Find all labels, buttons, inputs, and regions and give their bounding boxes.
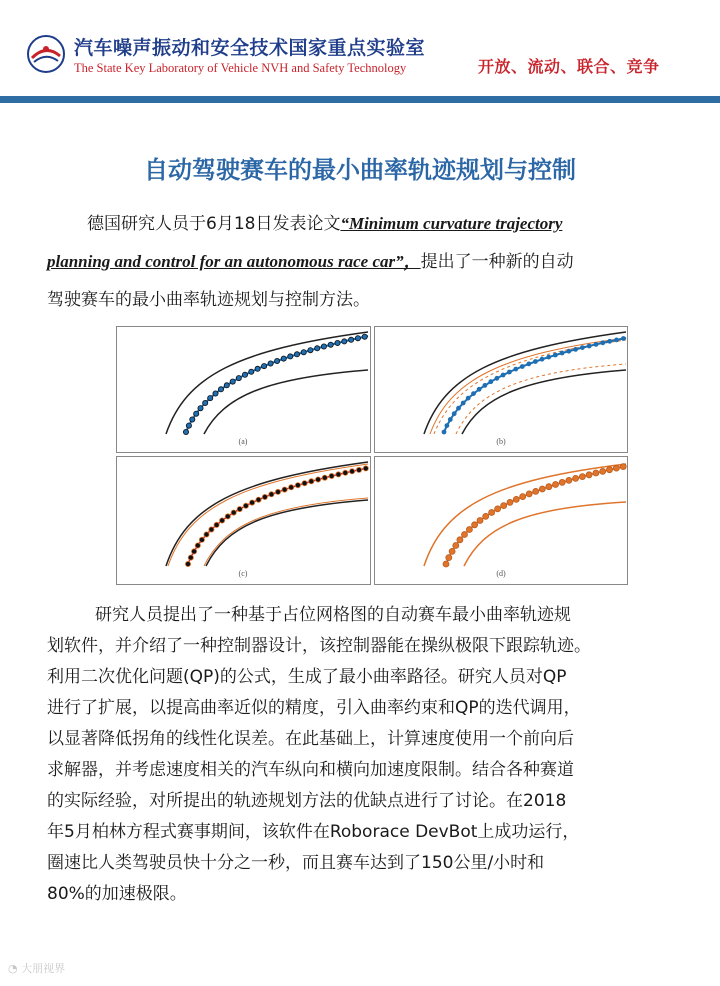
trajectory-point [336,472,341,477]
trajectory-point [600,468,606,474]
trajectory-point [329,473,334,478]
trajectory-point [309,479,314,484]
trajectory-point [342,339,347,344]
trajectory-point [362,334,367,339]
trajectory-point [220,518,225,523]
trajectory-point [195,543,200,548]
trajectory-point [190,417,195,422]
figure-panel-c [117,457,371,585]
trajectory-point [593,470,599,476]
trajectory-point [268,361,273,366]
body-line: 进行了扩展，以提高曲率近似的精度，引入曲率约束和QP的迭代调用， [47,698,581,718]
trajectory-point [322,475,327,480]
trajectory-point [560,351,564,355]
lab-name-english: The State Key Laboratory of Vehicle NVH and Safety Technology [74,61,407,75]
trajectory-point [514,367,518,371]
intro-text: 德国研究人员于6月18日发表论文 [87,214,341,234]
body-line: 利用二次优化问题(QP)的公式，生成了最小曲率路径。研究人员对QP [47,667,567,687]
trajectory-point [315,346,320,351]
trajectory-point [203,400,208,405]
trajectory-point [573,475,579,481]
intro-line-3: 驾驶赛车的最小曲率轨迹规划与控制方法。 [47,290,370,310]
watermark-icon: ◔ [8,962,22,975]
trajectory-point [453,543,459,549]
trajectory-point [472,522,478,528]
trajectory-point [363,466,368,471]
trajectory-point [533,488,539,494]
trajectory-point [262,364,267,369]
trajectory-point [546,484,552,490]
trajectory-point [443,561,449,567]
trajectory-point [185,561,190,566]
trajectory-point [462,532,468,538]
trajectory-point [553,482,559,488]
trajectory-point [442,430,446,434]
trajectory-point [615,338,619,342]
trajectory-point [288,354,293,359]
trajectory-point [335,340,340,345]
trajectory-point [527,362,531,366]
trajectory-point [289,485,294,490]
trajectory-point [553,353,557,357]
trajectory-point [566,477,572,483]
trajectory-point [507,370,511,374]
trajectory-point [186,423,191,428]
lab-name-chinese: 汽车噪声振动和安全技术国家重点实验室 [74,37,426,59]
trajectory-point [513,496,519,502]
body-line: 年5月柏林方程式赛事期间，该软件在Roborace DevBot上成功运行， [47,822,580,842]
trajectory-point [574,347,578,351]
state-key-lab-logo-icon [26,34,66,74]
trajectory-point [282,487,287,492]
trajectory-point [255,366,260,371]
trajectory-point [586,472,592,478]
trajectory-point [356,467,361,472]
trajectory-point [198,406,203,411]
intro-line-2 [47,243,673,281]
trajectory-figure [116,326,628,586]
trajectory-point [225,514,230,519]
trajectory-point [507,499,513,505]
body-line: 的实际经验，对所提出的轨迹规划方法的优缺点进行了讨论。在2018 [47,791,567,811]
trajectory-point [446,555,452,561]
trajectory-point [350,469,355,474]
panel-label-b: (b) [496,437,506,446]
trajectory-point [213,391,218,396]
trajectory-point [355,336,360,341]
trajectory-point [295,483,300,488]
trajectory-point [539,486,545,492]
trajectory-point [579,474,585,480]
trajectory-point [192,549,197,554]
watermark [8,960,65,976]
trajectory-point [445,424,449,428]
trajectory-point [204,532,209,537]
body-paragraph [47,600,687,910]
trajectory-point [302,481,307,486]
trajectory-point [262,494,267,499]
trajectory-point [501,373,505,377]
body-line: 求解器，并考虑速度相关的汽车纵向和横向加速度限制。结合各种赛道 [47,760,574,780]
intro-text-2: 提出了一种新的自动 [420,252,574,272]
trajectory-point [208,396,213,401]
body-line: 研究人员提出了一种基于占位网格图的自动赛车最小曲率轨迹规 [95,605,571,625]
trajectory-point [256,497,261,502]
article-title: 自动驾驶赛车的最小曲率轨迹规划与控制 [144,156,576,184]
trajectory-point [620,464,626,470]
trajectory-point [301,350,306,355]
trajectory-point [520,494,526,500]
trajectory-point [199,537,204,542]
body-line: 以显著降低拐角的线性化误差。在此基础上，计算速度使用一个前向后 [47,729,574,749]
trajectory-point [269,492,274,497]
trajectory-point [275,489,280,494]
panel-label-c: (c) [238,569,248,578]
trajectory-point [477,387,481,391]
intro-paragraph [47,205,673,319]
trajectory-point [448,418,452,422]
trajectory-point [559,479,565,485]
paper-citation-cont: planning and control for an autonomous race car”， [47,252,421,271]
trajectory-point [594,342,598,346]
trajectory-point [343,470,348,475]
trajectory-point [236,376,241,381]
body-line: 80%的加速极限。 [47,884,187,904]
trajectory-point [457,537,463,543]
trajectory-point [457,406,461,410]
trajectory-point [294,352,299,357]
trajectory-point [449,548,455,554]
trajectory-point [601,341,605,345]
trajectory-point [328,342,333,347]
trajectory-point [231,510,236,515]
lab-motto: 开放、流动、联合、竞争 [478,57,660,76]
trajectory-point [489,510,495,516]
trajectory-point [249,369,254,374]
trajectory-point [250,500,255,505]
trajectory-point [183,429,188,434]
trajectory-point [489,380,493,384]
trajectory-point [466,396,470,400]
trajectory-point [472,392,476,396]
figure-panel-d [375,457,628,585]
trajectory-point [308,348,313,353]
trajectory-point [321,344,326,349]
trajectory-point [224,383,229,388]
trajectory-point [526,491,532,497]
trajectory-point [218,387,223,392]
panel-label-a: (a) [238,437,248,446]
trajectory-point [587,344,591,348]
trajectory-point [281,356,286,361]
trajectory-point [477,518,483,524]
panel-label-d: (d) [496,569,506,578]
page-header [0,0,720,104]
trajectory-point [495,506,501,512]
intro-line-1 [47,205,673,243]
trajectory-point [242,372,247,377]
trajectory-point [483,383,487,387]
paper-citation: “Minimum curvature trajectory [340,214,563,233]
watermark-text: 大朋视界 [21,962,66,975]
header-divider-bar [0,96,720,103]
figure-panel-a [117,327,371,453]
trajectory-point [243,503,248,508]
trajectory-point [495,376,499,380]
trajectory-point [567,349,571,353]
trajectory-point [275,358,280,363]
trajectory-point [461,401,465,405]
trajectory-point [520,365,524,369]
trajectory-point [209,527,214,532]
trajectory-point [613,465,619,471]
trajectory-point [580,346,584,350]
trajectory-point [483,513,489,519]
trajectory-point [188,555,193,560]
trajectory-point [316,477,321,482]
figure-panel-b [375,327,628,453]
trajectory-point [501,503,507,509]
trajectory-point [621,337,625,341]
trajectory-point [533,360,537,364]
trajectory-point [237,507,242,512]
trajectory-point [230,379,235,384]
trajectory-point [540,357,544,361]
body-line: 划软件，并介绍了一种控制器设计，该控制器能在操纵极限下跟踪轨迹。 [47,636,591,656]
trajectory-point [194,411,199,416]
trajectory-point [547,355,551,359]
trajectory-point [214,522,219,527]
trajectory-point [608,339,612,343]
trajectory-point [349,337,354,342]
trajectory-point [607,467,613,473]
trajectory-point [466,527,472,533]
body-line: 圈速比人类驾驶员快十分之一秒，而且赛车达到了150公里/小时和 [47,853,545,873]
trajectory-point [452,412,456,416]
